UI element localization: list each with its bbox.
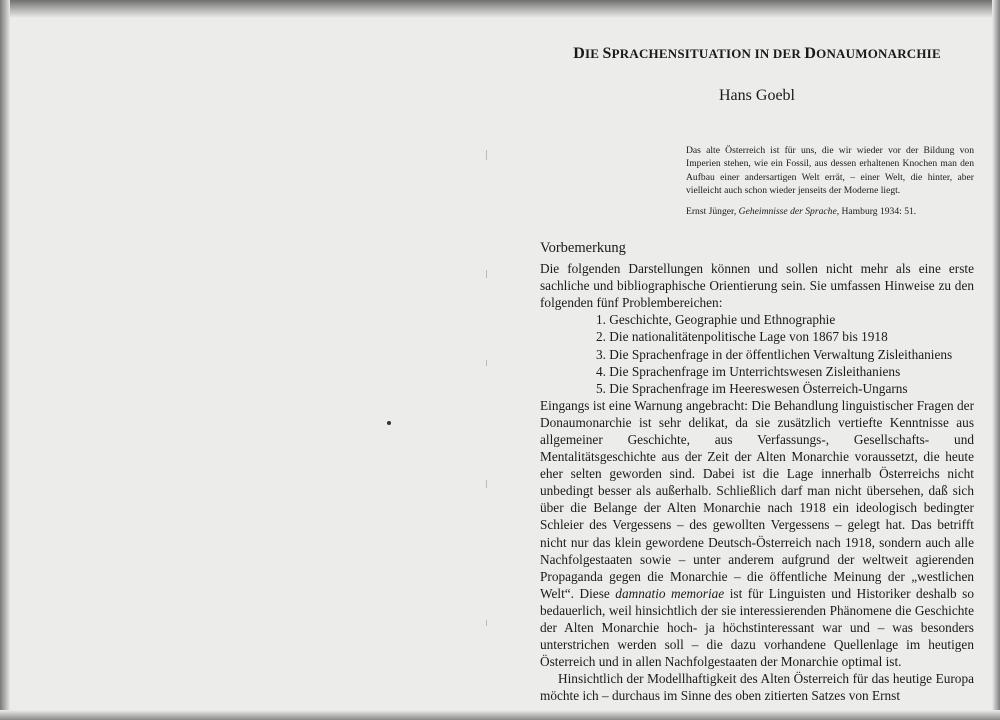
scan-speck [387, 421, 391, 425]
paragraph-warning: Eingangs ist eine Warnung angebracht: Die Behandlung linguistischer Fragen der Donaumonarchie ist sehr delikat, da sie zusätzlich vertiefte Kenntnisse aus allgemeiner Geschichte, aus Verfassungs-, Gesellschafts- und Mentalitätsgeschichte aus der Zeit der Alten Monarchie voraussetzt, die heute eher selten geworden sind. Dabei ist die Lage innerhalb Österreichs nicht unbedingt besser als außerhalb. Schließlich darf man nicht übersehen, daß sich über die Belange der Alten Monarchie nach 1918 ein ideologisch bedingter Schleier des Vergessens – des gewollten Vergessens – gelegt hat. Das betrifft nicht nur das klein gewordene Deutsch-Österreich nach 1918, sondern auch alle Nachfolgestaaten sowie – unter anderem aufgrund der weltweit agierenden Propaganda gegen die Monarchie – die öffentliche Meinung der „westlichen Welt“. Diese damnatio memoriae ist für Linguisten und Historiker deshalb so bedauerlich, weil hinsichtlich der sie interessierenden Phänomene die Geschichte der Alten Monarchie hoch- ja höchstinteressant war und – was besonders unterstrichen werden soll – die dazu vorhandene Quellenlage im heutigen Österreich und in allen Nachfolgestaaten der Monarchie optimal ist. [540, 397, 975, 670]
body-text [540, 260, 974, 704]
page-gutter [486, 150, 488, 710]
epigraph [686, 144, 974, 218]
paragraph-intro: Die folgenden Darstellungen können und sollen nicht mehr als eine erste sachliche und bibliographische Orientierung sein. Sie umfassen Hinweise zu den folgenden fünf Problembereichen: [540, 261, 974, 311]
list-item: 1. Geschichte, Geographie und Ethnographie [596, 312, 836, 328]
list-item: 2. Die nationalitätenpolitische Lage von 1867 bis 1918 [596, 329, 888, 345]
epigraph-source: Ernst Jünger, Geheimnisse der Sprache, Hamburg 1934: 51. [686, 205, 917, 217]
list-item: 3. Die Sprachenfrage in der öffentlichen Verwaltung Zisleithaniens [596, 346, 953, 362]
list-item: 4. Die Sprachenfrage im Unterrichtswesen Zisleithaniens [596, 363, 901, 379]
author-name: Hans Goebl [719, 87, 795, 104]
scan-shadow-top [0, 0, 1000, 18]
scan-shadow-left [0, 0, 10, 720]
scan-shadow-bottom [0, 710, 1000, 720]
paragraph-model: Hinsichtlich der Modellhaftigkeit des Alten Österreich für das heutige Europa möchte ich – durchaus im Sinne des oben zitierten Satzes von Ernst [540, 671, 974, 704]
list-item: 5. Die Sprachenfrage im Heereswesen Österreich-Ungarns [596, 380, 908, 396]
chapter-title: DIE SPRACHENSITUATION IN DER DONAUMONARCHIE [573, 45, 941, 62]
right-page [540, 36, 974, 704]
scan-shadow-right [992, 0, 1000, 720]
topic-list [540, 311, 974, 396]
section-heading: Vorbemerkung [540, 240, 626, 257]
epigraph-quote: Das alte Österreich ist für uns, die wir wieder vor der Bildung von Imperien stehen, wie ein Fossil, aus dessen erhaltenen Knochen man den Aufbau einer andersartigen Welt errät, – einer Welt, die hinter, aber vielleicht auch schon wieder jenseits der Moderne liegt. [686, 145, 974, 197]
